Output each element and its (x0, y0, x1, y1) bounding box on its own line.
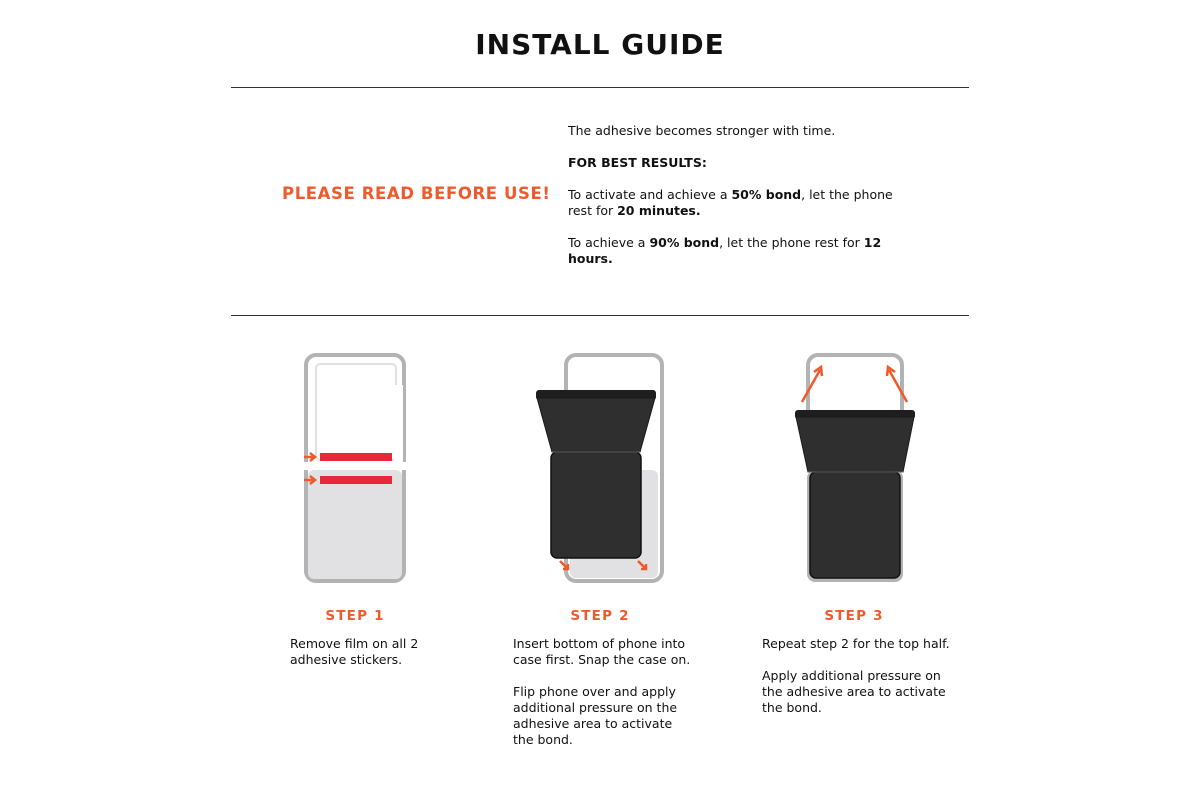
step2-illustration (530, 350, 670, 590)
text: the bond. (513, 732, 573, 747)
step1-description (290, 636, 418, 684)
warning-heading: PLEASE READ BEFORE USE! (282, 184, 551, 203)
time-20-min: 20 minutes. (617, 203, 701, 218)
bond-90: 90% bond (649, 235, 720, 250)
text: additional pressure on the (513, 700, 678, 715)
step3-title: STEP 3 (824, 608, 884, 624)
best-results-notes (568, 123, 928, 283)
text: adhesive area to activate (513, 716, 673, 731)
notes-paragraph-2 (568, 235, 928, 267)
text: , let the phone rest for (719, 235, 864, 250)
text: To achieve a (568, 235, 650, 250)
notes-heading: FOR BEST RESULTS: (568, 155, 707, 170)
text: case first. Snap the case on. (513, 652, 691, 667)
bond-50: 50% bond (731, 187, 802, 202)
text: adhesive stickers. (290, 652, 403, 667)
text: the bond. (762, 700, 822, 715)
text: Flip phone over and apply (513, 684, 676, 699)
case-side-gap (394, 385, 403, 465)
text: the adhesive area to activate (762, 684, 946, 699)
step3-description (762, 636, 950, 732)
text: rest for (568, 203, 618, 218)
phone-top-half (796, 417, 914, 472)
step1-title: STEP 1 (325, 608, 385, 624)
step3-illustration (790, 350, 930, 590)
text: Insert bottom of phone into (513, 636, 686, 651)
top-divider (231, 87, 969, 88)
phone-bottom-half (551, 452, 641, 558)
text: Repeat step 2 for the top half. (762, 636, 950, 651)
phone-top-half (537, 398, 655, 452)
text: Apply additional pressure on (762, 668, 941, 683)
notes-intro: The adhesive becomes stronger with time. (568, 123, 836, 138)
step2-title: STEP 2 (570, 608, 630, 624)
step1-illustration (296, 350, 416, 590)
case-lower-inner (308, 470, 402, 579)
phone-bottom-half (810, 472, 900, 578)
page-title: INSTALL GUIDE (475, 28, 725, 61)
middle-divider (231, 315, 969, 316)
fold-gap (304, 462, 408, 470)
time-12-hours: 12 hours. (568, 235, 882, 266)
text: Remove film on all 2 (290, 636, 419, 651)
notes-paragraph-1 (568, 187, 928, 219)
text: To activate and achieve a (568, 187, 732, 202)
case-upper-inner (316, 364, 396, 460)
step2-description (513, 636, 690, 764)
text: , let the phone (801, 187, 893, 202)
sticker-bottom (320, 476, 392, 484)
sticker-top (320, 453, 392, 461)
